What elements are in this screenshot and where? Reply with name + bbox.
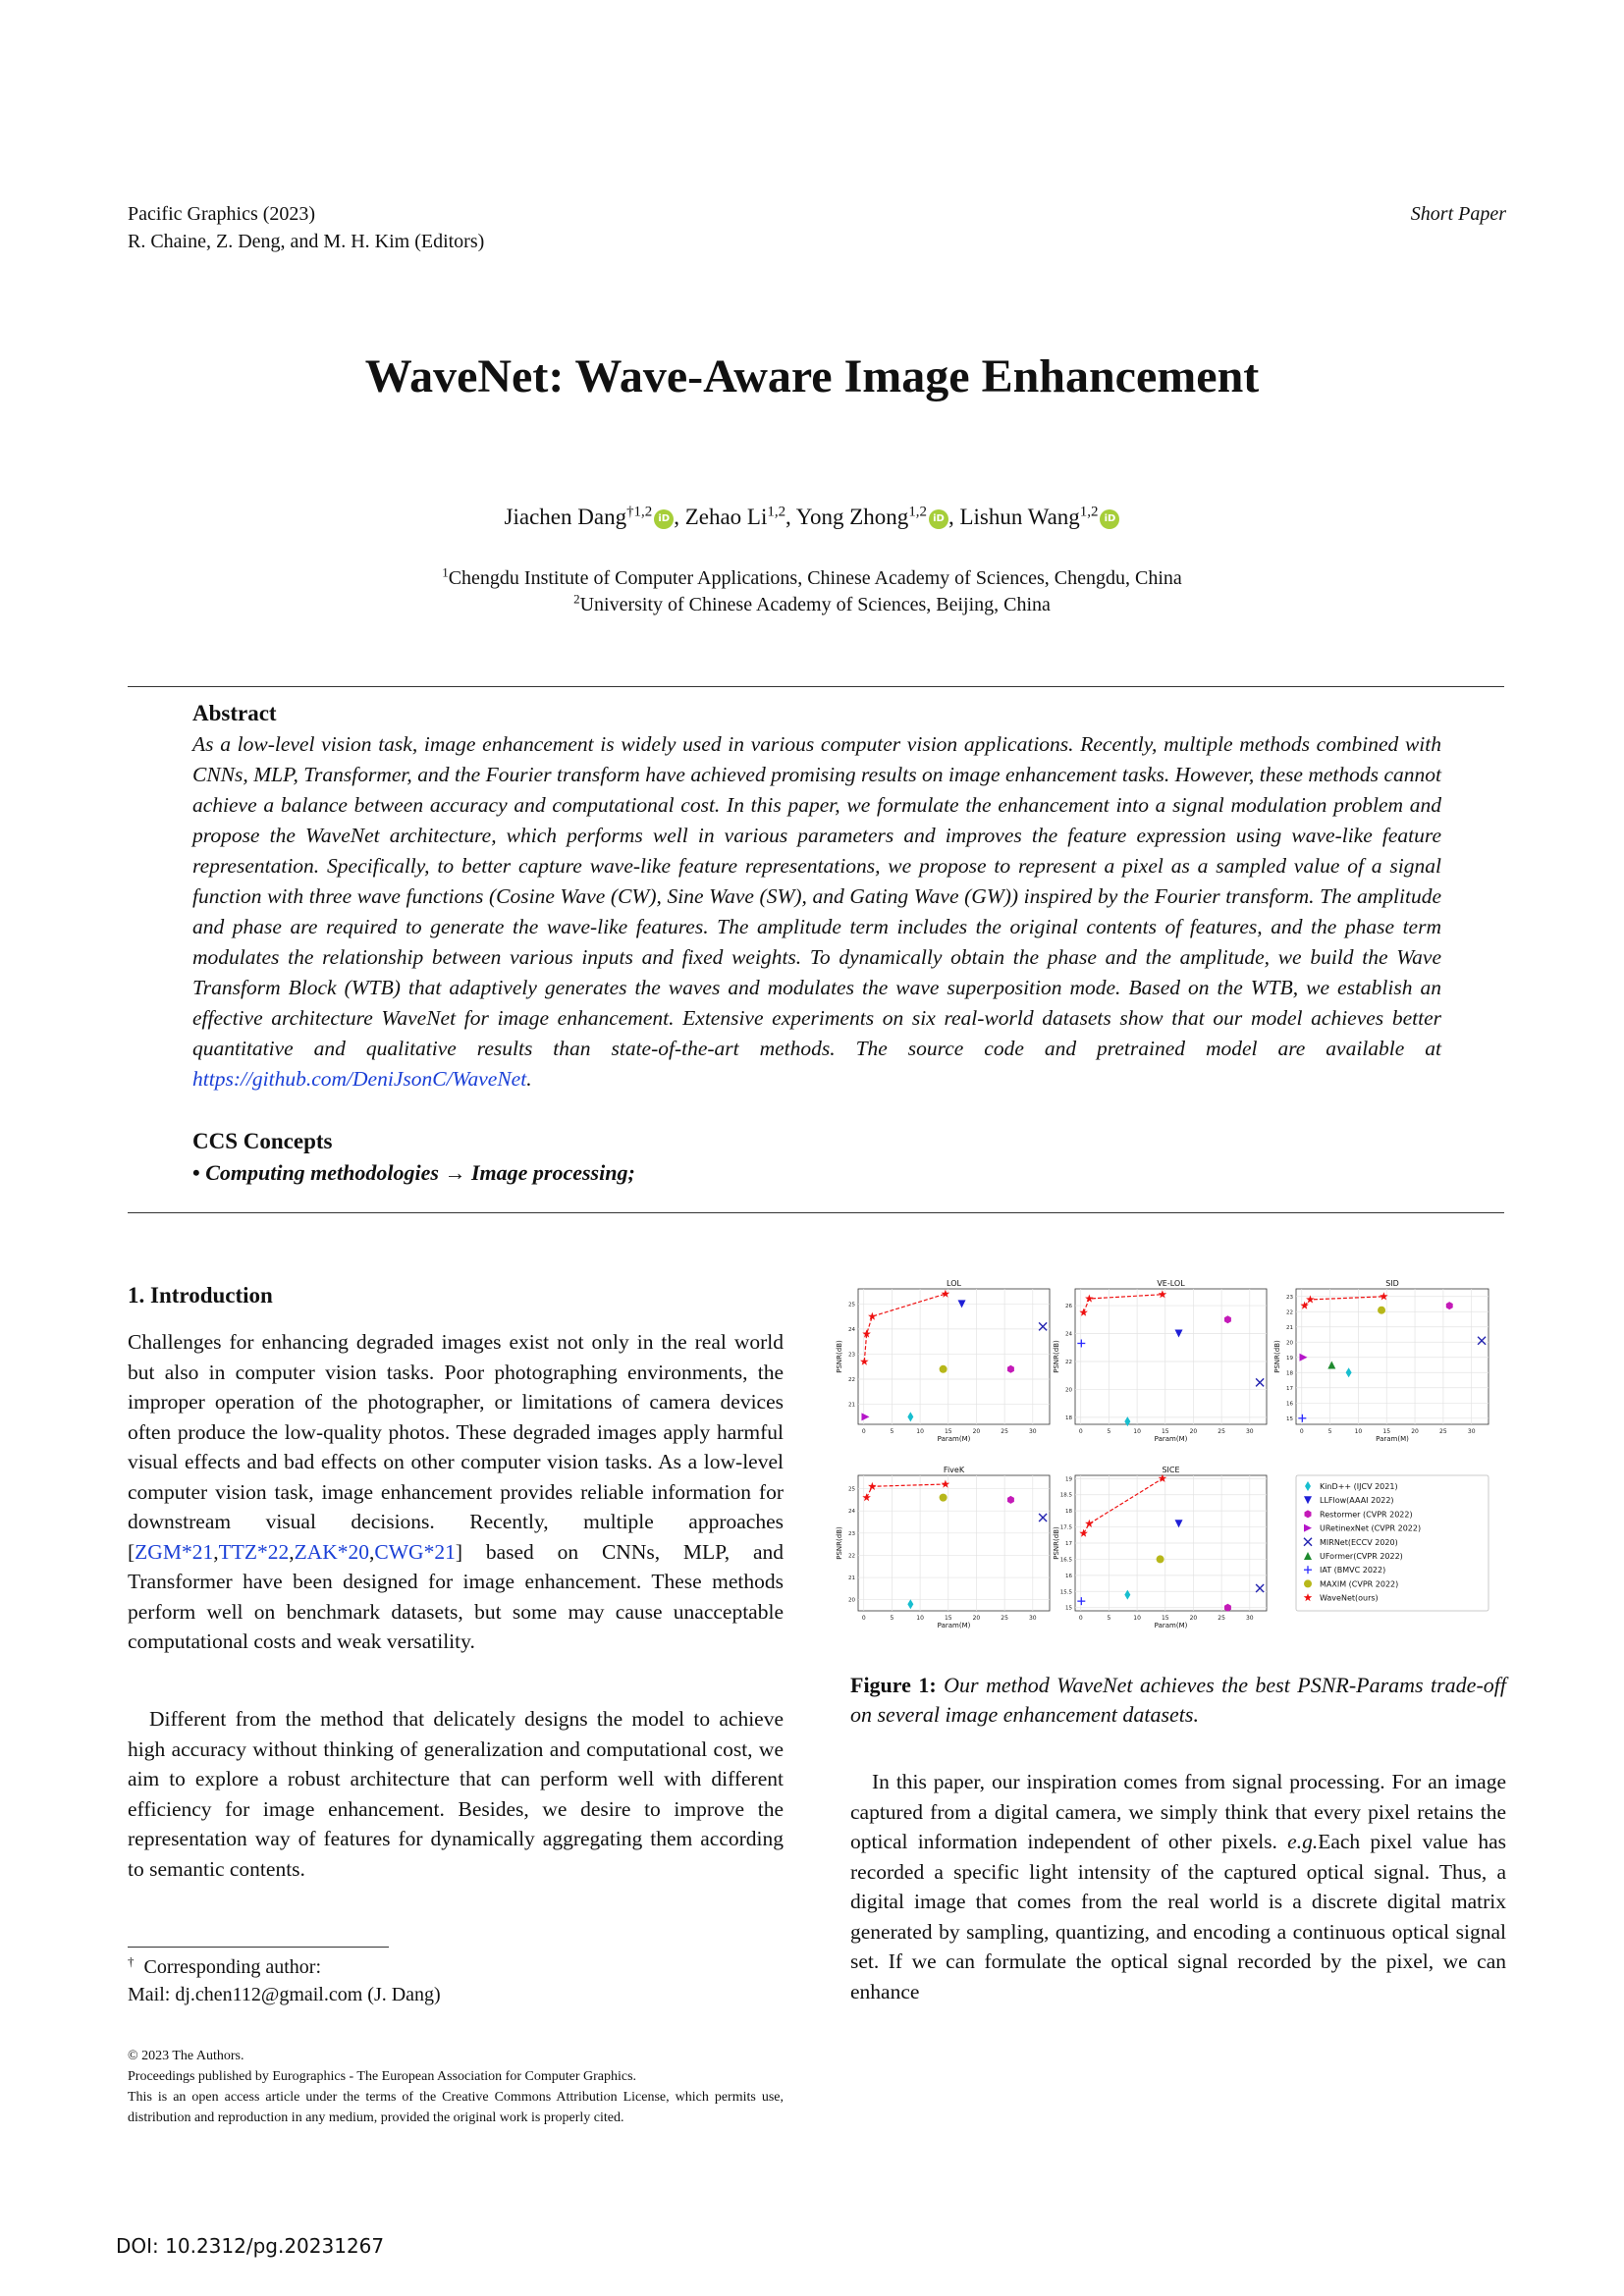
x-axis-label: Param(M)	[937, 1622, 971, 1629]
intro-paragraph-1: Challenges for enhancing degraded images exist not only in the real world but also in computer vision tasks. Poor photographing environments, the improper operation of the photographer, or limitations of camera devices often produce the low-quality photos. These degraded images apply harmful visual effects and bad effects on other computer vision tasks. As a low-level computer vision task, image enhancement provides reliable information for downstream visual decisions. Recently, multiple approaches [ZGM*21,TTZ*22,ZAK*20,CWG*21] based on CNNs, MLP, and Transformer have been designed for image enhancement. These methods perform well on benchmark datasets, but some may cause unacceptable computational costs and weak versatility.	[128, 1330, 784, 1653]
affiliation: $^2$University of Chinese Academy of Sciences, Beijing, China	[573, 591, 1051, 615]
y-tick-label: 26	[1065, 1304, 1072, 1310]
footnote-rule	[128, 1947, 389, 1948]
editors: R. Chaine, Z. Deng, and M. H. Kim (Editors)	[128, 231, 485, 252]
y-tick-label: 17.5	[1059, 1524, 1072, 1531]
author-name: Lishun Wang	[959, 505, 1080, 529]
y-tick-label: 18	[1065, 1415, 1072, 1421]
y-tick-label: 23	[848, 1530, 855, 1537]
abstract-heading: Abstract	[192, 701, 277, 725]
data-point-maxim	[940, 1494, 947, 1502]
abstract-body: As a low-level vision task, image enhancement is widely used in various computer vision applications. Recently, multiple methods combined with CNNs, MLP, Transformer, and the Fourier transform have achieved promising results on image enhancement tasks. However, these methods cannot achieve a balance between accuracy and computational cost. In this paper, we formulate the enhancement into a signal modulation problem and propose the WaveNet architecture, which performs well in various parameters and improves the feature expression using wave-like feature representation. Specifically, to better capture wave-like feature representations, we propose to represent a pixel as a sampled value of a signal function with three wave functions (Cosine Wave (CW), Sine Wave (SW), and Gating Wave (GW)) inspired by the Fourier transform. The amplitude and phase are required to generate the wave-like features. The amplitude term includes the original contents of features, and the phase term modulates the relationship between various inputs and fixed weights. To dynamically obtain the phase and the amplitude, we build the Wave Transform Block (WTB) that adaptively generates the waves and modulates the wave superposition mode. Based on the WTB, we establish an effective architecture WaveNet for image enhancement. Extensive experiments on six real-world datasets show that our model achieves better quantitative and qualitative results than state-of-the-art methods. The source code and pretrained model are available at https://github.com/DeniJsonC/WaveNet.	[192, 732, 1441, 1091]
footnote: † Corresponding author: Mail: dj.chen112@gmail.com (J. Dang)	[128, 1953, 441, 2005]
affiliation: $^1$Chengdu Institute of Computer Applications, Chinese Academy of Sciences, Chengdu, China	[442, 564, 1182, 589]
figure-caption: Figure 1: Our method WaveNet achieves the best PSNR-Params trade-off on several image enhancement datasets.	[850, 1673, 1506, 1727]
legend-label: MIRNet(ECCV 2020)	[1320, 1537, 1398, 1547]
legend-label: KinD++ (IJCV 2021)	[1320, 1482, 1398, 1491]
y-tick-label: 23	[1286, 1294, 1293, 1301]
chart-title: SICE	[1162, 1466, 1180, 1474]
legend-label: URetinexNet (CVPR 2022)	[1320, 1523, 1422, 1533]
author-list: Jiachen Dang$^{\dagger 1,2}$ iD , Zehao Li$^{1,2}$, Yong Zhong$^{1,2}$ iD , Lishun Wang$^{1,2}$ iD	[0, 505, 1624, 530]
y-tick-label: 24	[848, 1509, 855, 1516]
y-tick-label: 24	[1065, 1331, 1072, 1338]
x-tick-label: 15	[1161, 1615, 1169, 1622]
x-tick-label: 15	[944, 1615, 952, 1622]
right-paragraph: In this paper, our inspiration comes from signal processing. For an image captured from a digital camera, we simply think that every pixel retains the optical information independent of other pixels. e.g.Each pixel value has recorded a specific light intensity of the captured optical signal. Thus, a digital image that comes from the real world is a discrete digital matrix generated by sampling, quantizing, and encoding a continuous optical signal set. If we can formulate the optical signal recorded by the pixel, we can enhance	[850, 1770, 1506, 2003]
orcid-icon[interactable]: iD	[929, 509, 948, 529]
x-tick-label: 20	[972, 1615, 981, 1622]
figure-1	[836, 1279, 1508, 1629]
x-tick-label: 20	[1189, 1428, 1198, 1435]
chart-legend	[1296, 1475, 1489, 1611]
x-tick-label: 5	[890, 1428, 894, 1435]
y-tick-label: 21	[848, 1402, 855, 1409]
data-point-maxim	[1378, 1307, 1385, 1314]
divider	[128, 686, 1504, 687]
x-tick-label: 25	[1001, 1615, 1008, 1622]
x-tick-label: 0	[1078, 1428, 1083, 1435]
x-tick-label: 15	[1382, 1428, 1391, 1435]
chart-title: VE-LOL	[1157, 1279, 1185, 1288]
chart-panel-ve-lol	[1053, 1279, 1267, 1443]
y-tick-label: 21	[1286, 1324, 1293, 1331]
data-point-maxim	[1157, 1555, 1164, 1563]
x-tick-label: 10	[1354, 1428, 1363, 1435]
author-name: Zehao Li	[684, 505, 768, 529]
divider	[128, 1212, 1504, 1213]
x-tick-label: 25	[1218, 1428, 1225, 1435]
orcid-icon[interactable]: iD	[1100, 509, 1119, 529]
plot-frame	[1075, 1289, 1267, 1424]
x-tick-label: 30	[1028, 1428, 1037, 1435]
y-tick-label: 22	[848, 1377, 855, 1383]
legend-label: MAXIM (CVPR 2022)	[1320, 1579, 1399, 1589]
y-tick-label: 25	[848, 1486, 855, 1493]
y-tick-label: 17	[1065, 1541, 1072, 1547]
intro-paragraph-2: Different from the method that delicately designs the model to achieve high accuracy without thinking of generalization and computational cost, we aim to explore a robust architecture that can perform well with different efficiency for image enhancement. Besides, we desire to improve the representation way of features for dynamically aggregating them according to semantic contents.	[128, 1707, 784, 1881]
y-tick-label: 16.5	[1059, 1557, 1072, 1564]
y-tick-label: 19	[1286, 1355, 1293, 1362]
citation-link[interactable]: ZAK*20	[294, 1539, 370, 1564]
y-tick-label: 22	[848, 1553, 855, 1560]
chart-title: SID	[1385, 1279, 1399, 1288]
chart-panel-fivek	[836, 1466, 1050, 1629]
y-axis-label: PSNR(dB)	[1273, 1340, 1281, 1373]
legend-label: IAT (BMVC 2022)	[1320, 1566, 1386, 1575]
x-tick-label: 10	[916, 1615, 924, 1622]
y-tick-label: 20	[1065, 1387, 1072, 1394]
author-name: Jiachen Dang	[504, 505, 627, 529]
figure-chart-grid	[836, 1279, 1508, 1629]
section-heading-introduction: 1. Introduction	[128, 1283, 273, 1308]
x-tick-label: 25	[1218, 1615, 1225, 1622]
legend-label: WaveNet(ours)	[1320, 1593, 1379, 1603]
chart-panel-lol	[836, 1279, 1050, 1443]
plot-frame	[858, 1475, 1050, 1611]
y-axis-label: PSNR(dB)	[1053, 1340, 1060, 1373]
x-tick-label: 0	[1078, 1615, 1083, 1622]
x-tick-label: 20	[1411, 1428, 1419, 1435]
code-link[interactable]: https://github.com/DeniJsonC/WaveNet	[192, 1067, 527, 1091]
x-tick-label: 15	[944, 1428, 952, 1435]
paper-title: WaveNet: Wave-Aware Image Enhancement	[364, 350, 1260, 402]
citation-link[interactable]: ZGM*21	[135, 1539, 214, 1564]
y-tick-label: 22	[1065, 1359, 1072, 1365]
y-tick-label: 16	[1286, 1401, 1293, 1408]
x-tick-label: 5	[1327, 1428, 1332, 1435]
plot-frame	[1296, 1289, 1489, 1424]
x-tick-label: 10	[1133, 1615, 1141, 1622]
venue: Pacific Graphics (2023)	[128, 203, 316, 225]
citation-link[interactable]: CWG*21	[374, 1539, 456, 1564]
x-axis-label: Param(M)	[1154, 1622, 1188, 1629]
author-name: Yong Zhong	[795, 505, 909, 529]
legend-label: LLFlow(AAAI 2022)	[1320, 1496, 1394, 1506]
doi: DOI: 10.2312/pg.20231267	[116, 2234, 385, 2258]
y-tick-label: 25	[848, 1302, 855, 1308]
y-tick-label: 16	[1065, 1573, 1072, 1579]
x-axis-label: Param(M)	[937, 1435, 971, 1443]
y-tick-label: 15.5	[1059, 1589, 1072, 1596]
y-tick-label: 24	[848, 1326, 855, 1333]
x-axis-label: Param(M)	[1154, 1435, 1188, 1443]
legend-label: Restormer (CVPR 2022)	[1320, 1510, 1413, 1520]
y-tick-label: 20	[1286, 1340, 1293, 1347]
x-tick-label: 20	[972, 1428, 981, 1435]
y-tick-label: 15	[1286, 1415, 1293, 1422]
x-tick-label: 30	[1028, 1615, 1037, 1622]
paper-type: Short Paper	[1410, 203, 1506, 225]
y-tick-label: 17	[1286, 1385, 1293, 1392]
y-tick-label: 18.5	[1059, 1492, 1072, 1499]
x-tick-label: 0	[861, 1615, 866, 1622]
chart-title: FiveK	[943, 1466, 965, 1474]
chart-panel-sid	[1273, 1279, 1489, 1443]
orcid-icon[interactable]: iD	[654, 509, 674, 529]
x-tick-label: 5	[890, 1615, 894, 1622]
x-tick-label: 10	[1133, 1428, 1141, 1435]
citation-link[interactable]: TTZ*22	[218, 1539, 290, 1564]
x-axis-label: Param(M)	[1376, 1435, 1409, 1443]
y-tick-label: 18	[1286, 1370, 1293, 1377]
y-tick-label: 15	[1065, 1605, 1072, 1612]
data-point-maxim	[940, 1365, 947, 1373]
legend-marker-maxim	[1304, 1579, 1312, 1587]
y-tick-label: 19	[1065, 1476, 1072, 1483]
x-tick-label: 10	[916, 1428, 924, 1435]
chart-title: LOL	[947, 1279, 961, 1288]
y-tick-label: 20	[848, 1597, 855, 1604]
x-tick-label: 30	[1245, 1428, 1254, 1435]
x-tick-label: 25	[1439, 1428, 1447, 1435]
y-axis-label: PSNR(dB)	[836, 1340, 843, 1373]
y-tick-label: 23	[848, 1352, 855, 1359]
x-tick-label: 30	[1467, 1428, 1476, 1435]
x-tick-label: 30	[1245, 1615, 1254, 1622]
y-tick-label: 18	[1065, 1509, 1072, 1516]
x-tick-label: 0	[861, 1428, 866, 1435]
copyright: © 2023 The Authors. Proceedings published by Eurographics - The European Association for Computer Graphics. This is an open access article under the terms of the Creative Commons Attribution License, which permits use, distribution and reproduction in any medium, provided the original work is properly cited.	[128, 2049, 784, 2125]
y-tick-label: 21	[848, 1575, 855, 1582]
ccs-concepts: • Computing methodologies → Image processing;	[192, 1160, 635, 1185]
legend-label: UFormer(CVPR 2022)	[1320, 1552, 1403, 1561]
y-axis-label: PSNR(dB)	[836, 1526, 843, 1560]
ccs-heading: CCS Concepts	[192, 1129, 333, 1153]
y-tick-label: 22	[1286, 1309, 1293, 1316]
x-tick-label: 5	[1107, 1615, 1111, 1622]
x-tick-label: 15	[1161, 1428, 1169, 1435]
x-tick-label: 25	[1001, 1428, 1008, 1435]
x-tick-label: 20	[1189, 1615, 1198, 1622]
chart-panel-sice	[1053, 1466, 1267, 1629]
x-tick-label: 0	[1299, 1428, 1304, 1435]
x-tick-label: 5	[1107, 1428, 1111, 1435]
y-axis-label: PSNR(dB)	[1053, 1526, 1060, 1560]
